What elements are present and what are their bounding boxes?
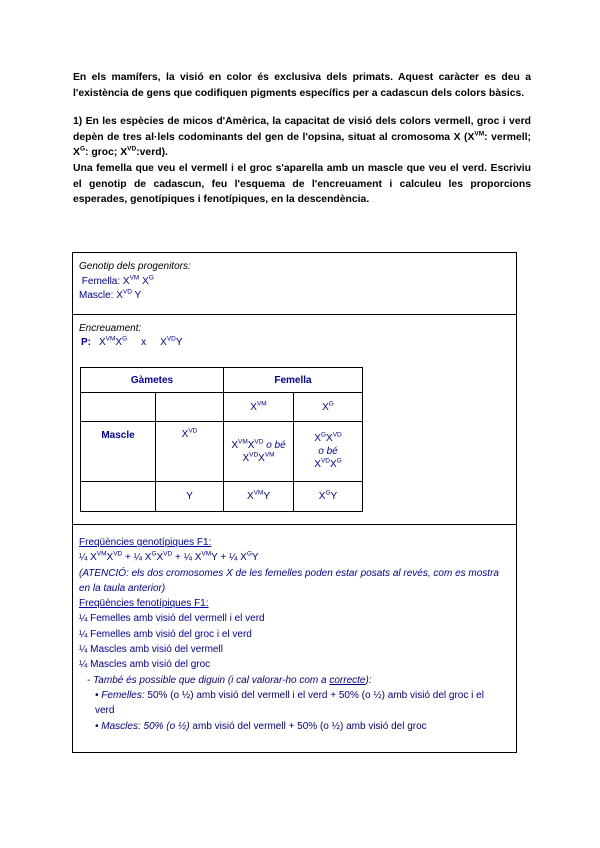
female-gamete-vm: $X^{VM}$ [224, 393, 294, 422]
phenotypic-frequencies-heading: Freqüències fenotípiques F1: [79, 598, 209, 610]
male-gamete-y: Y [156, 482, 224, 512]
phenotype-line: ¼ Femelles amb visió del vermell i el verd [79, 613, 265, 625]
cross-box [72, 314, 517, 525]
question-1: 1) En les espècies de micos d'Amèrica, la capacitat de visió dels colors vermell, groc i verd depèn de tres al·lels codominants del gen de l'opsina, situat al cromosoma X ($X^{VM}$: vermell; $X^G$: groc; $X^{VD}:verd$). Una femella que veu el vermell i el groc s'aparella amb un mascle que veu el verd. Escriviu el genotip de cadascun, feu l'esquema de l'encreuament i calculeu les proporcions esperades, genotípiques i fenotípiques, en la descendència. [73, 116, 531, 206]
female-header: Femella [274, 374, 312, 386]
gametes-header: Gàmetes [130, 374, 174, 386]
parental-cross: P: $X^{VM}X^G$ x $X^{VD}Y$ [81, 335, 183, 348]
female-genotype: Femella: $X^{VM}$ $X^G$ [81, 274, 154, 287]
intro-paragraph: En els mamífers, la visió en color és exclusiva dels primats. Aquest caràcter es deu a l'existència de gens que codifiquen pigments específics per a cadascun dels colors bàsics. [73, 72, 531, 99]
parent-genotype-box [72, 252, 517, 315]
phenotype-line: ¼ Mascles amb visió del vermell [79, 644, 223, 656]
cross-heading: Encreuament: [79, 323, 142, 334]
alternative-answer-note: - També és possible que diguin (i cal valorar-ho com a correcte): [87, 674, 372, 686]
female-gamete-g: $X^G$ [294, 393, 363, 422]
cell-g-vd: $X^GX^{VD}$ o bé $X^{VD}X^G$ [294, 422, 363, 482]
male-genotype: Mascle: $X^{VD}$ Y [79, 288, 142, 301]
genotypic-formula: ¼ $X^{VM}X^{VD}$ + ¼ $X^GX^{VD}$ + ¼ $X^{VM}Y$ + ¼ $X^GY$ [79, 550, 259, 564]
attention-note: (ATENCIÓ: els dos cromosomes X de les femelles poden estar posats al revés, com es mostra en la taula anterior) [79, 567, 499, 594]
females-alternative: • Femelles: 50% (o ½) amb visió del vermell i el verd + 50% (o ½) amb visió del groc i el verd [95, 689, 484, 717]
punnett-table [80, 367, 363, 512]
male-gamete-vd: $X^{VD}$ [156, 422, 224, 482]
genotypic-frequencies-heading: Freqüències genotípiques F1: [79, 537, 212, 548]
male-header: Mascle [101, 430, 135, 441]
cell-vm-y: $X^{VM}Y$ [224, 482, 294, 512]
phenotype-line: ¼ Femelles amb visió del groc i el verd [79, 628, 252, 640]
question-text [73, 70, 531, 208]
males-alternative: • Mascles: 50% (o ½) amb visió del vermell + 50% (o ½) amb visió del groc [95, 720, 427, 732]
frequencies-box [72, 524, 517, 753]
parent-genotype-heading: Genotip dels progenitors: [79, 261, 191, 272]
cell-g-y: $X^GY$ [294, 482, 363, 512]
phenotype-line: ¼ Mascles amb visió del groc [79, 659, 211, 671]
cell-vm-vd: $X^{VM}X^{VD}$ o bé $X^{VD}X^{VM}$ [224, 422, 294, 482]
